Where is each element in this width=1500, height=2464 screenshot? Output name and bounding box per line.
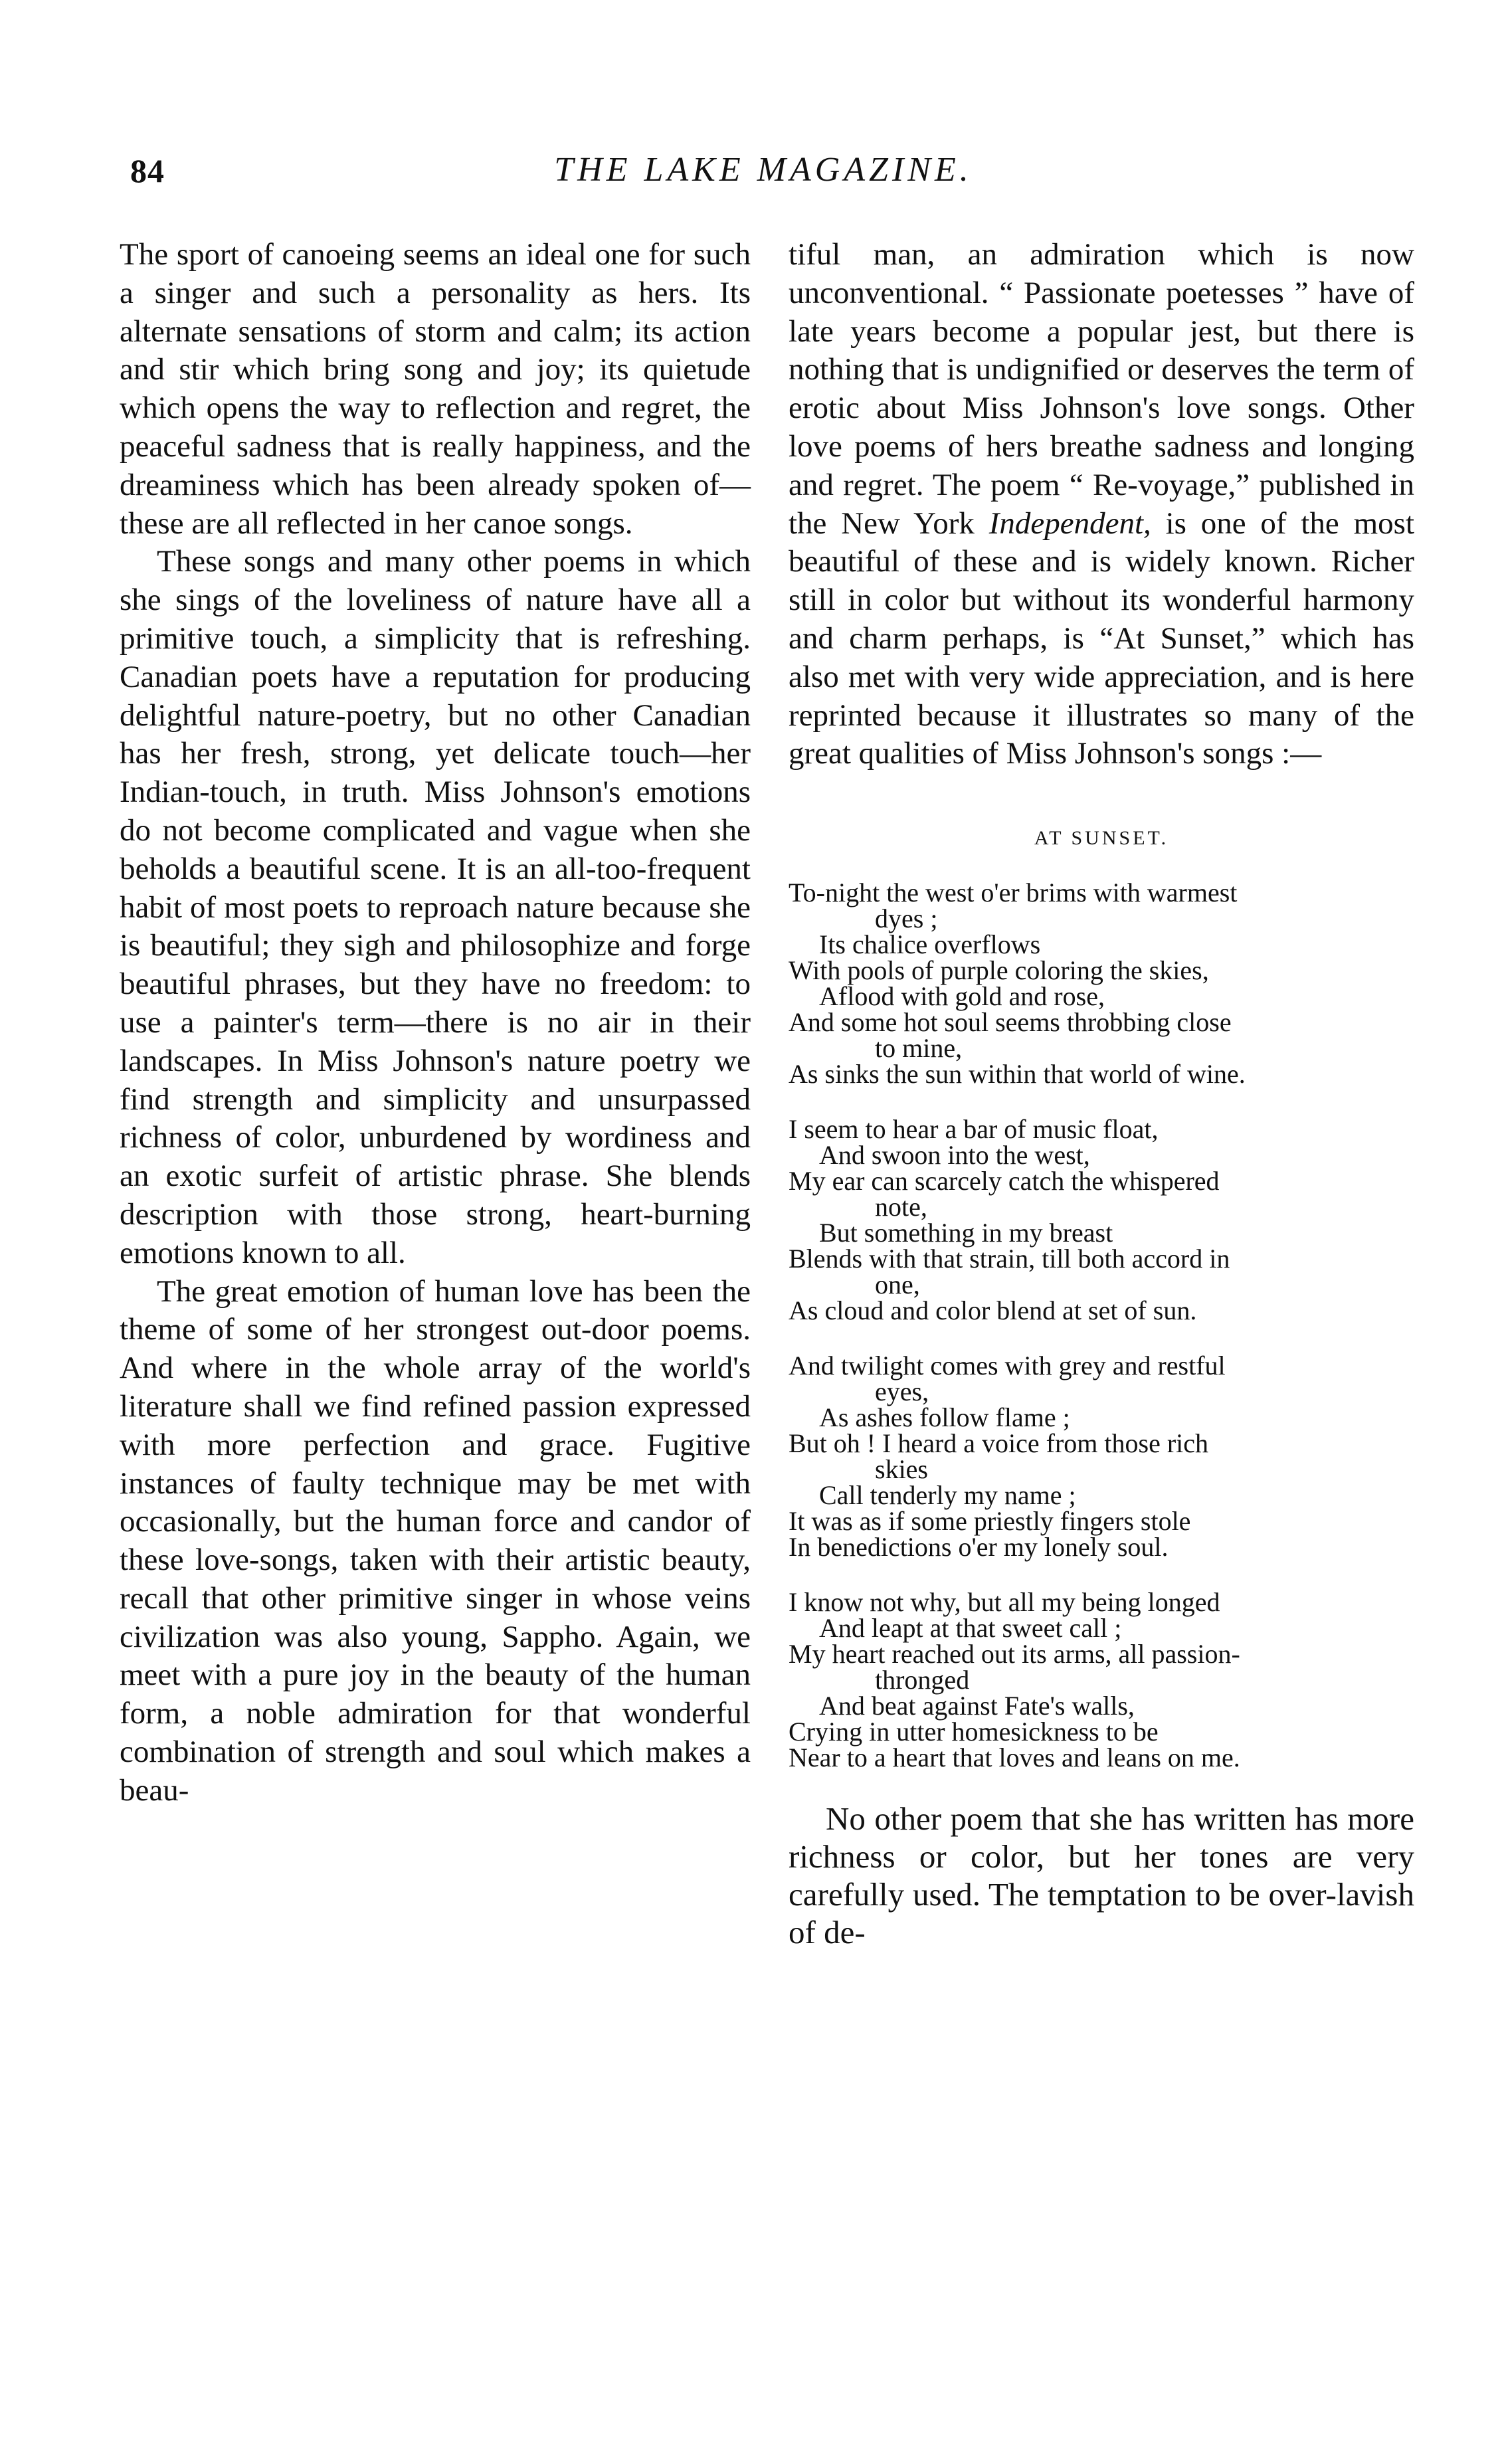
poem-line: As ashes follow flame ; (819, 1402, 1070, 1433)
poem-line: one, (875, 1270, 920, 1300)
right-column (789, 236, 1414, 1951)
running-title: THE LAKE MAGAZINE. (554, 151, 973, 189)
poem-line: Call tenderly my name ; (819, 1480, 1076, 1511)
poem-line: My ear can scarcely catch the whispered (789, 1166, 1220, 1196)
poem-line: eyes, (875, 1376, 929, 1407)
poem-line: With pools of purple coloring the skies, (789, 955, 1209, 986)
poem-line: skies (875, 1454, 928, 1485)
poem-line: dyes ; (875, 903, 938, 934)
poem-line: As sinks the sun within that world of wine. (789, 1059, 1246, 1090)
poem-stanza (789, 878, 1414, 1090)
poem-title: AT SUNSET. (1034, 827, 1169, 850)
paragraph-continued (789, 236, 1414, 773)
intro-text-end: is one of the most beautiful of these and is widely known. Richer still in color but without its wonderful harmony and charm perhaps, is “At Sunset,” which has also met with very wide appreciation, and is here reprinted because it illustrates so many of the great qualities of Miss Johnson's songs :— (789, 506, 1415, 771)
poem-line: Near to a heart that loves and leans on me. (789, 1743, 1240, 1773)
paragraph-canoeing: The sport of canoeing seems an ideal one for such a singer and such a personality as hers. Its alternate sensations of storm and calm; its action and stir which bring song and joy; its quietude which opens the way to reflection and regret, the peaceful sadness that is really happiness, and the dreaminess which has been already spoken of—these are all reflected in her canoe songs. (120, 237, 751, 541)
paragraph-nature-poems: These songs and many other poems in which she sings of the loveliness of nature have all a primitive touch, a simplicity that is refreshing. Canadian poets have a reputation for producing delightful nature-poetry, but no other Canadian has her fresh, strong, yet delicate touch—her Indian-touch, in truth. Miss Johnson's emotions do not become complicated and vague when she beholds a beautiful scene. It is an all-too-frequent habit of most poets to reproach nature because she is beautiful; they sigh and philosophize and forge beautiful phrases, but they have no freedom: to use a painter's term—there is no air in their landscapes. In Miss Johnson's nature poetry we find strength and simplicity and unsurpassed richness of color, unburdened by wordiness and an exotic surfeit of artistic phrase. She blends description with those strong, heart-burning emotions known to all. (120, 544, 751, 1270)
poem-stanza (789, 1114, 1414, 1326)
poem-line: thronged (875, 1665, 970, 1695)
poem-line: But oh ! I heard a voice from those rich (789, 1428, 1209, 1459)
poem-stanza (789, 1351, 1414, 1563)
poem-line: Aflood with gold and rose, (819, 981, 1105, 1012)
poem-line: note, (875, 1192, 927, 1222)
poem-line: And twilight comes with grey and restful (789, 1351, 1226, 1381)
poem-line: In benedictions o'er my lonely soul. (789, 1532, 1169, 1563)
poem-line: I seem to hear a bar of music float, (789, 1114, 1159, 1145)
poem-line: I know not why, but all my being longed (789, 1587, 1220, 1618)
paragraph-closing: No other poem that she has written has more richness or color, but her tones are very carefully used. The temptation to be over-lavish of de- (789, 1800, 1414, 1951)
poem-line: And leapt at that sweet call ; (819, 1613, 1122, 1644)
poem-line: My heart reached out its arms, all passion- (789, 1639, 1240, 1669)
publication-name: Independent, (988, 506, 1151, 541)
poem-line: It was as if some priestly fingers stole (789, 1506, 1191, 1537)
poem-stanza (789, 1587, 1414, 1773)
intro-text: tiful man, an admiration which is now unconventional. “ Passionate poetesses ” have of late years become a popular jest, but there is nothing that is undignified or deserves the term of erotic about Miss Johnson's love songs. Other love poems of hers breathe sadness and longing and regret. The poem “ Re-voyage,” published in the New York (789, 237, 1414, 541)
poem-line: But something in my breast (819, 1218, 1113, 1248)
poem-line: Blends with that strain, till both accord in (789, 1244, 1230, 1274)
poem-line: Its chalice overflows (819, 929, 1041, 960)
poem-line: Crying in utter homesickness to be (789, 1717, 1159, 1747)
poem-line: And beat against Fate's walls, (819, 1691, 1135, 1721)
left-column (120, 236, 751, 1810)
poem-line: To-night the west o'er brims with warmest (789, 878, 1238, 908)
poem-line: As cloud and color blend at set of sun. (789, 1295, 1197, 1326)
poem-line: And some hot soul seems throbbing close (789, 1007, 1232, 1038)
page-number: 84 (130, 152, 165, 189)
poem-line: to mine, (875, 1033, 963, 1064)
paragraph-human-love: The great emotion of human love has been the theme of some of her strongest out-door poems. And where in the whole array of the world's literature shall we find refined passion expressed with more perfection and grace. Fugitive instances of faulty technique may be met with occasionally, but the human force and candor of these love-songs, taken with their artistic beauty, recall that other primitive singer in whose veins civilization was also young, Sappho. Again, we meet with a pure joy in the beauty of the human form, a noble admiration for that wonderful combination of strength and soul which makes a beau- (120, 1274, 751, 1808)
poem-line: And swoon into the west, (819, 1140, 1090, 1171)
